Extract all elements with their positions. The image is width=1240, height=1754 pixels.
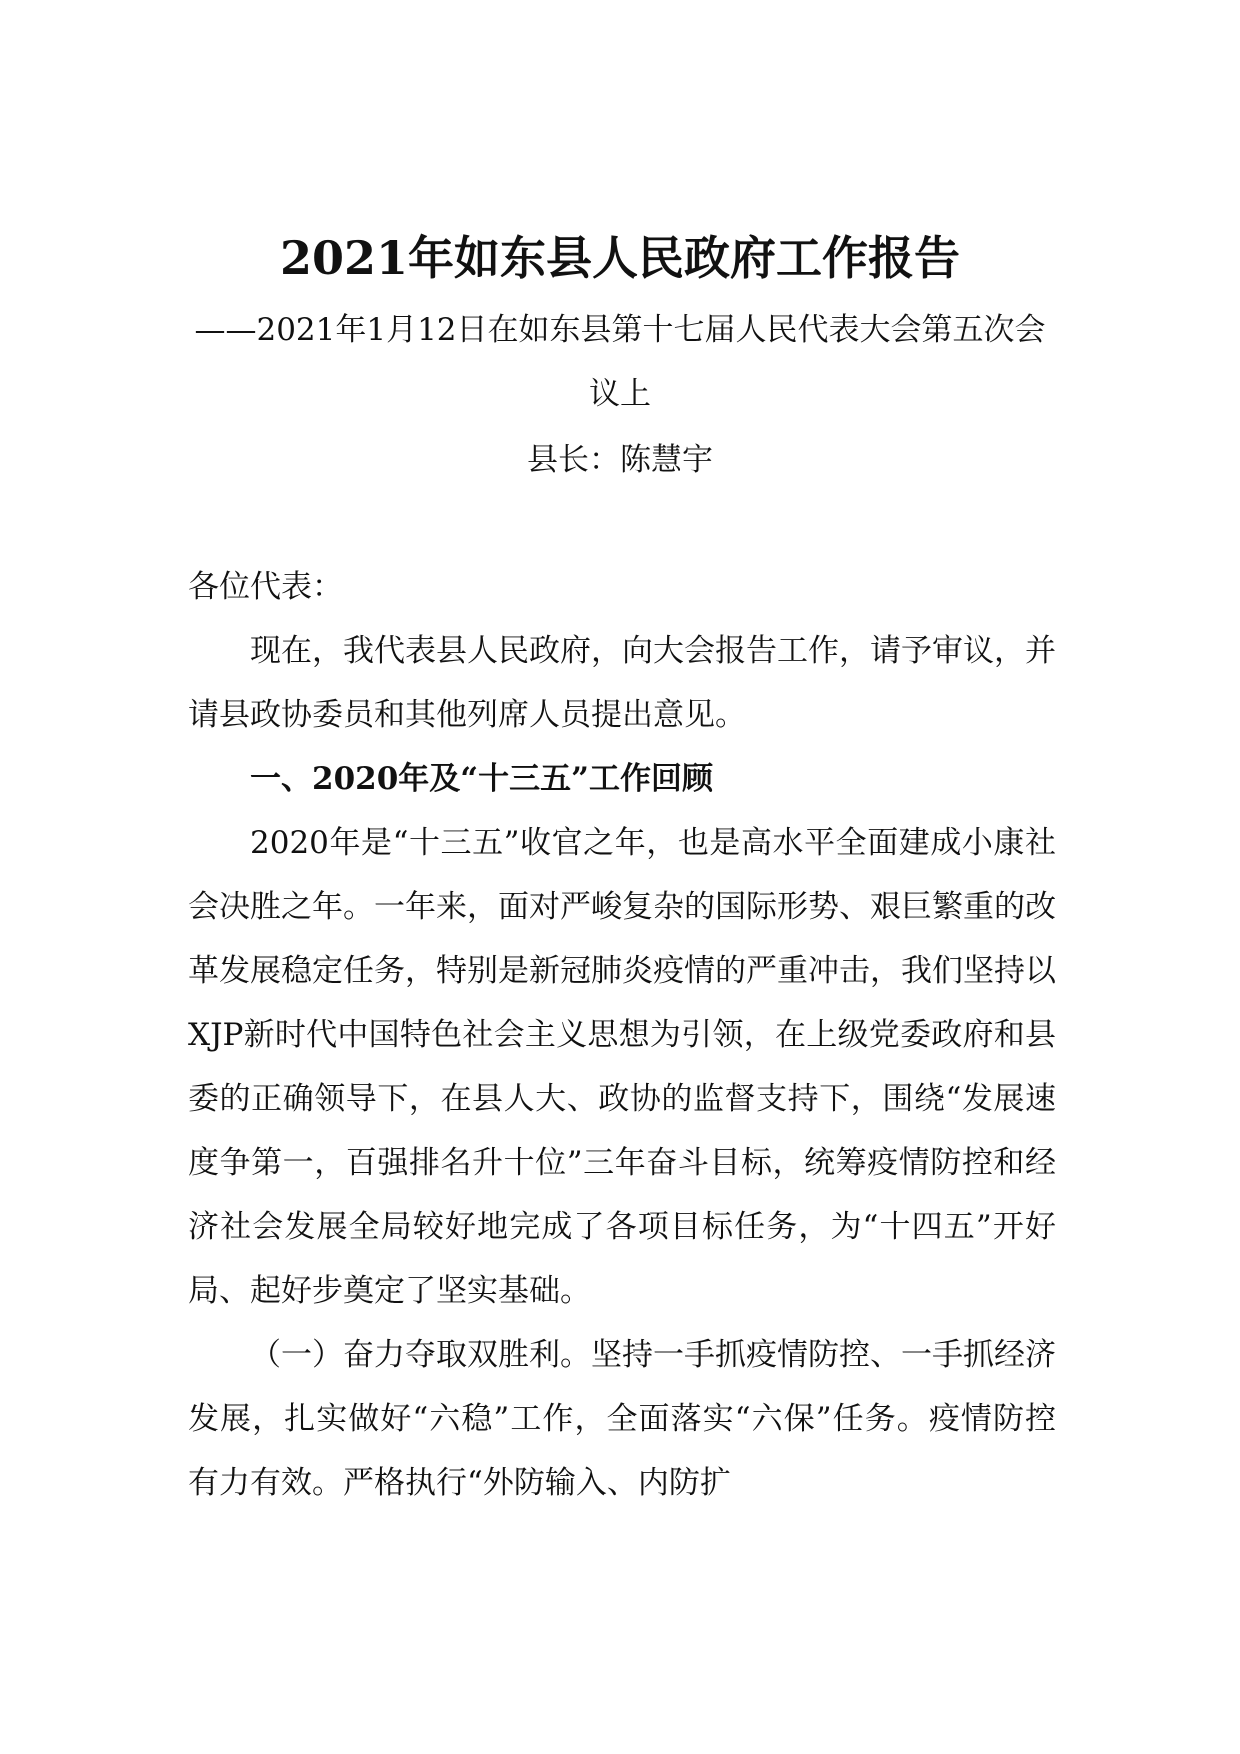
document-subtitle: ——2021年1月12日在如东县第十七届人民代表大会第五次会议上 bbox=[194, 312, 1046, 412]
document-author: 县长：陈慧宇 bbox=[527, 442, 713, 478]
paragraph-intro: 现在，我代表县人民政府，向大会报告工作，请予审议，并请县政协委员和其他列席人员提出意见。 bbox=[188, 633, 1056, 733]
section-heading: 一、2020年及“十三五”工作回顾 bbox=[250, 761, 713, 797]
paragraph-review: 2020年是“十三五”收官之年，也是高水平全面建成小康社会决胜之年。一年来，面对严峻复杂的国际形势、艰巨繁重的改革发展稳定任务，特别是新冠肺炎疫情的严重冲击，我们坚持以XJP新时代中国特色社会主义思想为引领，在上级党委政府和县委的正确领导下，在县人大、政协的监督支持下，围绕“发展速度争第一，百强排名升十位”三年奋斗目标，统筹疫情防控和经济社会发展全局较好地完成了各项目标任务，为“十四五”开好局、起好步奠定了坚实基础。 bbox=[188, 825, 1056, 1309]
document-title: 2021年如东县人民政府工作报告 bbox=[279, 231, 961, 285]
document-body bbox=[188, 555, 1056, 1515]
paragraph-double-victory: （一）奋力夺取双胜利。坚持一手抓疫情防控、一手抓经济发展，扎实做好“六稳”工作，全面落实“六保”任务。疫情防控有力有效。严格执行“外防输入、内防扩 bbox=[188, 1337, 1056, 1501]
salutation: 各位代表： bbox=[188, 569, 343, 605]
